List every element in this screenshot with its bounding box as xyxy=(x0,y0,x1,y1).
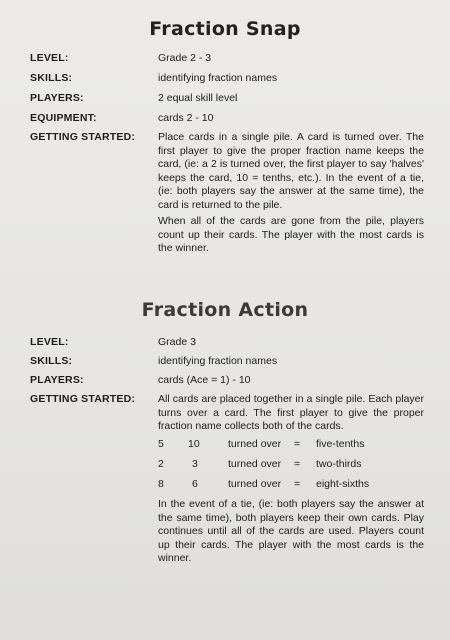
example-equals: = xyxy=(294,438,301,450)
snap-winner-paragraph: When all of the cards are gone from the pile, players count up their cards. The player with the most cards is the winner. xyxy=(158,215,424,254)
example-card-a: 2 xyxy=(158,458,164,470)
example-result: two-thirds xyxy=(316,458,362,470)
snap-level-value: Grade 2 - 3 xyxy=(158,52,212,64)
action-skills-value: identifying fraction names xyxy=(158,355,278,367)
snap-instructions-paragraph: Place cards in a single pile. A card is turned over. The first player to give the proper fraction name keeps the card, (ie: a 2 is turned over, the first player to say 'halves' keeps the card, 10 = tenths, etc.). In the event of a tie, (ie: both players say the answer at the same time), the card is returned to the pile. xyxy=(158,131,424,211)
action-players-label: PLAYERS: xyxy=(30,374,84,386)
action-instructions-paragraph: All cards are placed together in a single pile. Each player turns over a card. The first player to give the proper fraction name collects both of the cards. xyxy=(158,393,424,432)
example-card-b: 6 xyxy=(192,478,198,490)
fraction-action-title: Fraction Action xyxy=(141,299,309,321)
action-tie-paragraph: In the event of a tie, (ie: both players say the answer at the same time), both players keep their own cards. Play continues until all of the cards are used. Players count up their cards. The player with the most cards is the winner. xyxy=(158,498,424,564)
example-phrase: turned over xyxy=(228,438,282,450)
action-getting-started-label: GETTING STARTED: xyxy=(30,393,136,405)
snap-getting-started-label: GETTING STARTED: xyxy=(30,131,136,143)
snap-level-label: LEVEL: xyxy=(30,52,69,64)
example-card-a: 5 xyxy=(158,438,164,450)
example-card-a: 8 xyxy=(158,478,164,490)
example-card-b: 3 xyxy=(192,458,198,470)
snap-players-value: 2 equal skill level xyxy=(158,92,238,104)
action-players-value: cards (Ace = 1) - 10 xyxy=(158,374,251,386)
snap-equipment-value: cards 2 - 10 xyxy=(158,112,214,124)
example-phrase: turned over xyxy=(228,478,282,490)
action-skills-label: SKILLS: xyxy=(30,355,73,367)
example-card-b: 10 xyxy=(188,438,200,450)
action-level-label: LEVEL: xyxy=(30,336,69,348)
snap-equipment-label: EQUIPMENT: xyxy=(30,112,97,124)
action-level-value: Grade 3 xyxy=(158,336,196,348)
example-phrase: turned over xyxy=(228,458,282,470)
fraction-snap-title: Fraction Snap xyxy=(149,18,301,40)
example-result: eight-sixths xyxy=(316,478,370,490)
example-equals: = xyxy=(294,478,301,490)
example-equals: = xyxy=(294,458,301,470)
snap-skills-label: SKILLS: xyxy=(30,72,73,84)
snap-players-label: PLAYERS: xyxy=(30,92,84,104)
snap-skills-value: identifying fraction names xyxy=(158,72,278,84)
example-result: five-tenths xyxy=(316,438,365,450)
